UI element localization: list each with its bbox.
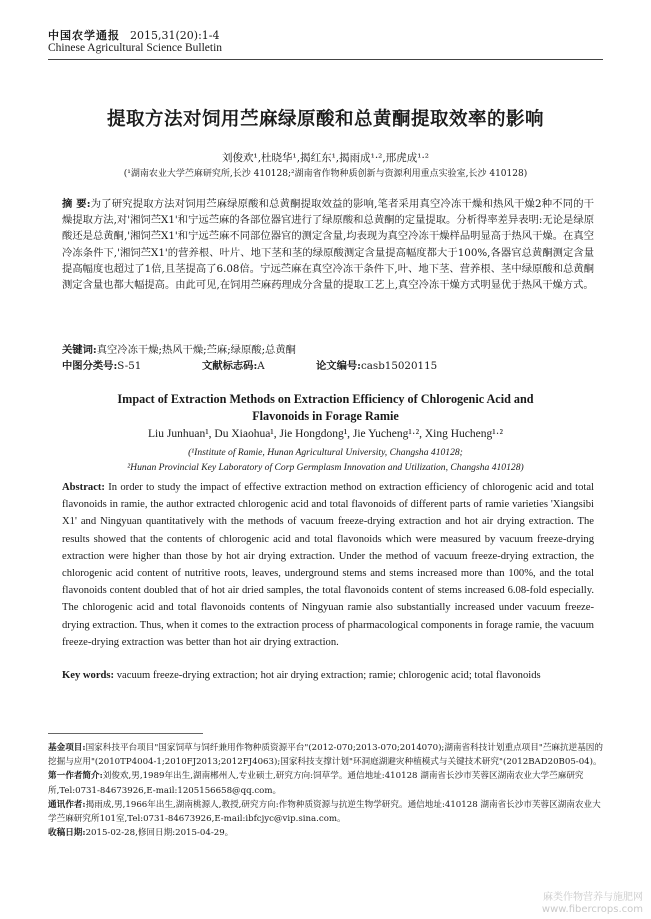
keywords-cn-text: 真空冷冻干燥;热风干燥;苎麻;绿原酸;总黄酮 — [96, 344, 296, 356]
paper-label: 论文编号: — [316, 360, 361, 372]
paper-title-en — [0, 391, 651, 425]
keywords-en-label: Key words: — [62, 670, 115, 681]
affiliation-en — [0, 445, 651, 475]
authors-en: Liu Junhuan¹, Du Xiaohua¹, Jie Hongdong¹, Jie Yucheng¹·², Xing Hucheng¹·² — [148, 428, 503, 440]
abstract-en — [62, 479, 594, 651]
watermark-line-1: 麻类作物营养与施肥网 — [543, 892, 643, 903]
clc-label: 中图分类号: — [62, 360, 118, 372]
doc-label: 文献标志码: — [202, 360, 258, 372]
clc-value: S-51 — [117, 360, 142, 372]
keywords-cn — [62, 341, 594, 356]
paper-title-cn: 提取方法对饲用苎麻绿原酸和总黄酮提取效率的影响 — [106, 109, 544, 130]
keywords-en — [62, 670, 602, 681]
abstract-en-label: Abstract: — [62, 482, 105, 493]
clc-number — [62, 357, 141, 372]
footnote-rule — [48, 733, 203, 734]
journal-name-en: Chinese Agricultural Science Bulletin — [48, 42, 223, 54]
corresponding-author-text: 揭雨成,男,1966年出生,湖南桃源人,教授,研究方向:作物种质资源与抗逆生物学研究。通信地址:410128 湖南省长沙市芙蓉区湖南农业大学苎麻研究所101室,Tel:0731-84673926,E-mail:ibfcjyc@vip.sina.com。 — [48, 799, 601, 825]
keywords-en-text: vacuum freeze-drying extraction; hot air drying extraction; ramie; chlorogenic acid; total flavonoids — [116, 670, 541, 681]
fund-text: 国家科技平台项目"国家饲草与饲纤兼用作物种质资源平台"(2012-070;2013-070;2014070);湖南省科技计划重点项目"苎麻抗逆基因的挖掘与应用"(2010TP4004-1;2010FJ2013;2012FJ4063);国家科技支撑计划"环洞庭湖避灾种植模式与关键技术研究"(2012BAD20B05-04)。 — [48, 743, 603, 768]
header-rule — [48, 59, 603, 60]
footnote-dates — [48, 826, 608, 840]
title-en-line-2: Flavonoids in Forage Ramie — [252, 409, 399, 423]
title-en-line-1: Impact of Extraction Methods on Extraction Efficiency of Chlorogenic Acid and — [117, 392, 534, 406]
abstract-cn-label: 摘 要: — [62, 198, 91, 210]
corresponding-author-label: 通讯作者: — [48, 799, 86, 810]
doc-value: A — [257, 360, 265, 372]
footnotes — [48, 741, 608, 840]
abstract-cn-text: 为了研究提取方法对饲用苎麻绿原酸和总黄酮提取效益的影响,笔者采用真空冷冻干燥和热风干燥2种不同的干燥提取方法,对'湘饲苎X1'和宁远苎麻的各部位器官进行了绿原酸和总黄酮的定量提取。分析得率差异表明:无论是绿原酸还是总黄酮,'湘饲苎X1'和宁远苎麻不同部位器官的测定含量,均表现为真空冷冻干燥样品明显高于热风干燥。在真空冷冻条件下,'湘饲苎X1'的营养根、叶片、地下茎和茎的绿原酸测定含量提高幅度都大于100%,各器官总黄酮测定含量提高幅度也超过了1倍,且茎提高了6.08倍。宁远苎麻在真空冷冻干条件下,叶、地下茎、营养根、茎中绿原酸和总黄酮测定含量也都大幅提高。由此可见,在饲用苎麻药理成分含量的提取工艺上,真空冷冻干燥方式明显优于热风干燥方式。 — [62, 198, 594, 292]
footnote-corresponding-author — [48, 798, 608, 826]
issue-info: 2015,31(20):1-4 — [130, 29, 220, 42]
paper-value: casb15020115 — [361, 360, 438, 372]
journal-name-cn: 中国农学通报 — [48, 29, 120, 42]
authors-cn: 刘俊欢¹,杜晓华¹,揭红东¹,揭雨成¹·²,邢虎成¹·² — [222, 152, 429, 164]
watermark-line-2: www.fibercrops.com — [541, 904, 643, 915]
affiliation-cn: (¹湖南农业大学苎麻研究所,长沙 410128;²湖南省作物种质创新与资源利用重点实验室,长沙 410128) — [123, 169, 528, 179]
first-author-label: 第一作者简介: — [48, 771, 103, 782]
fund-label: 基金项目: — [48, 743, 86, 753]
abstract-en-text: In order to study the impact of effective extraction method on extraction efficiency of chlorogenic acid and total flavonoids in ramie, the author extracted chlorogenic acid and total flavonoids of different parts of ramie varieties 'Xiangsibi X1' and Ningyuan quantitatively with the methods of vacuum freeze-drying extraction and hot air drying extraction. The results showed that the contents of chlorogenic acid and total flavonoids which were measured by vacuum freeze-drying extraction were higher than those by hot air drying extraction. Under the method of vacuum freeze-drying extraction, the chlorogenic acid content of nutritive roots, leaves, underground stems and stems increased more than 100%, and the total flavonoids content doubled that of hot air dried samples, the total flavonoids content of stems increased 6.08-fold especially. The chlorogenic acid and total flavonoids contents of Ningyuan ramie also substantially increased under vacuum freeze-drying extraction. Thus, when it comes to the extraction process of pharmacological components in forage ramie, the vacuum freeze-drying extraction was better than hot air drying extraction. — [62, 482, 594, 648]
affiliation-en-2: ²Hunan Provincial Key Laboratory of Corp Germplasm Innovation and Utilization, Changsha 410128) — [127, 462, 524, 473]
watermark — [542, 892, 643, 916]
keywords-cn-label: 关键词: — [62, 344, 97, 356]
abstract-cn — [62, 196, 594, 293]
affiliation-en-1: (¹Institute of Ramie, Hunan Agricultural University, Changsha 410128; — [188, 447, 463, 458]
paper-number — [316, 357, 437, 372]
dates-text: 2015-02-28,修回日期:2015-04-29。 — [85, 828, 234, 839]
document-code — [202, 357, 265, 372]
first-author-text: 刘俊欢,男,1989年出生,湖南郴州人,专业硕士,研究方向:饲草学。通信地址:410128 湖南省长沙市芙蓉区湖南农业大学苎麻研究所,Tel:0731-84673926,E-mail:1205156658@qq.com。 — [48, 771, 584, 796]
footnote-fund — [48, 741, 608, 769]
running-header-journal — [48, 27, 220, 43]
footnote-first-author — [48, 769, 608, 797]
dates-label: 收稿日期: — [48, 828, 86, 839]
